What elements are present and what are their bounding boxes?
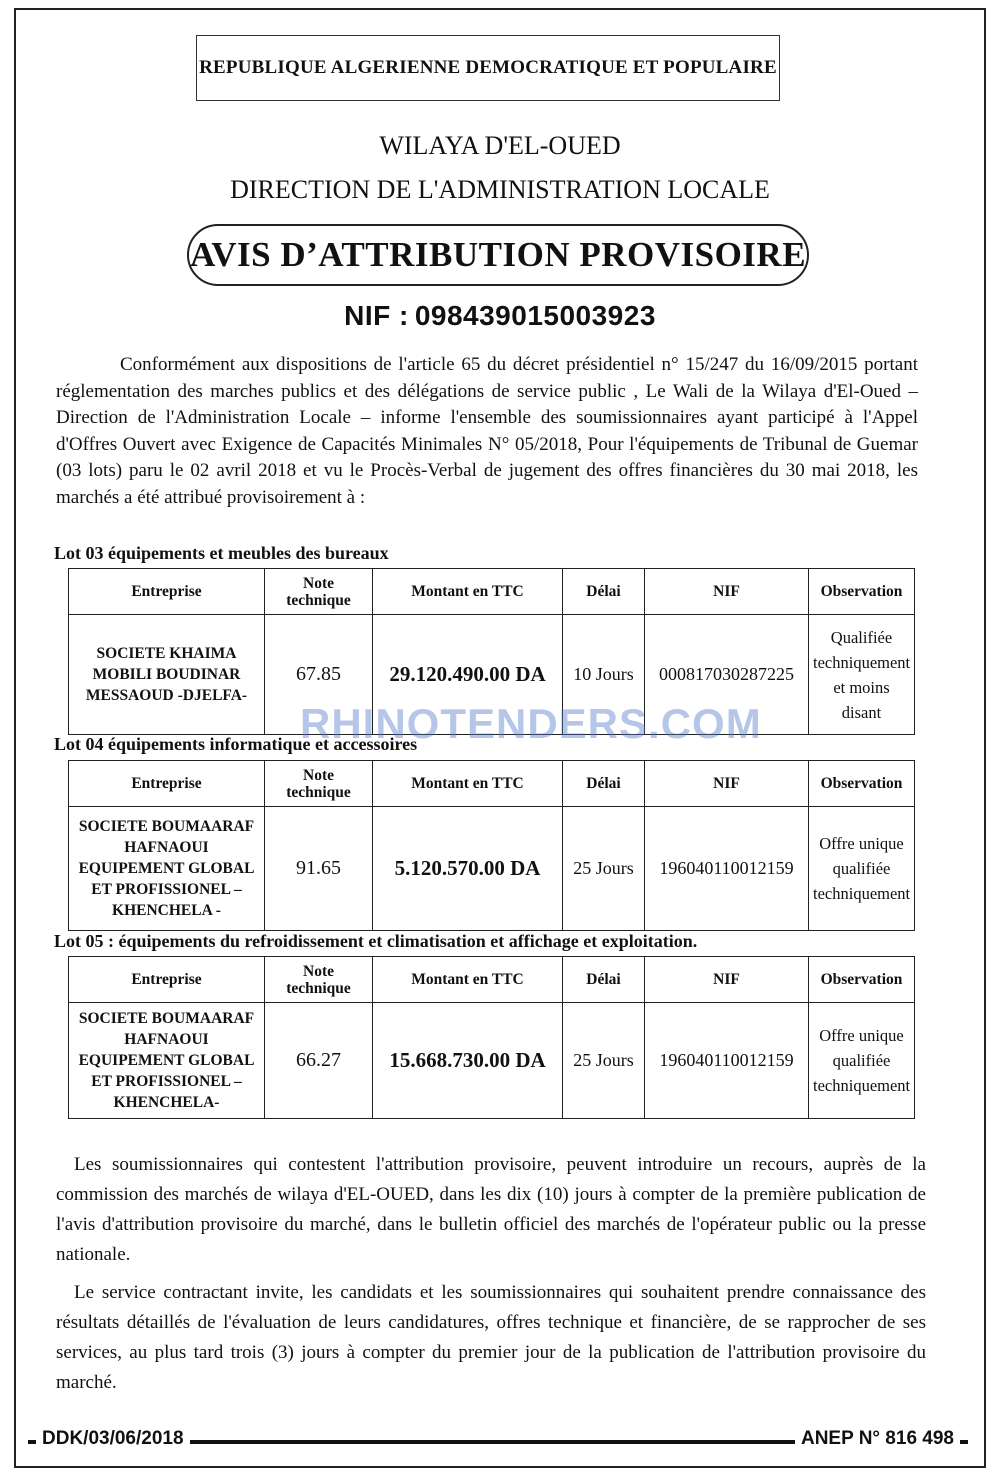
col-entreprise: Entreprise <box>69 957 265 1003</box>
nif-value: 098439015003923 <box>414 300 656 331</box>
watermark: RHINOTENDERS.COM <box>300 700 762 747</box>
intro-paragraph: Conformément aux dispositions de l'article 65 du décret présidentiel n° 15/247 du 16/09/2015 portant réglementation des marches publics et des délégations de service public , Le Wali de la Wilaya d'El-Oued – Direction de l'Administration Locale – informe l'ensemble des soumissionnaires ayant participé à l'Appel d'Offres Ouvert avec Exigence de Capacités Minimales N° 05/2018, Pour l'équipements de Tribunal de Guemar (03 lots) paru le 02 avril 2018 et vu le Procès-Verbal de jugement des offres financières du 30 mai 2018, les marchés a été attribué provisoirement à : <box>56 354 918 508</box>
col-delai: Délai <box>563 761 645 807</box>
cell-entreprise: SOCIETE KHAIMA MOBILI BOUDINAR MESSAOUD -DJELFA- <box>69 615 265 735</box>
service-paragraph: Le service contractant invite, les candidats et les soumissionnaires qui souhaitent prendre connaissance des résultats détaillés de l'évaluation de leurs candidatures, offres technique et financière, de se rapprocher de ses services, au plus tard trois (3) jours à compter du premier jour de la publication de l'attribution provisoire du marché. <box>56 1282 926 1393</box>
col-observation: Observation <box>809 569 915 615</box>
lot-title: Lot 03 équipements et meubles des bureaux <box>54 543 389 563</box>
cell-montant: 5.120.570.00 DA <box>373 807 563 931</box>
main-nif <box>0 300 1000 332</box>
cell-observation: Offre unique qualifiée techniquement <box>809 807 915 931</box>
cell-delai: 25 Jours <box>563 1003 645 1119</box>
cell-entreprise: SOCIETE BOUMAARAF HAFNAOUI EQUIPEMENT GLOBAL ET PROFISSIONEL – KHENCHELA- <box>69 1003 265 1119</box>
lot-05-table <box>68 956 915 1119</box>
direction-title: DIRECTION DE L'ADMINISTRATION LOCALE <box>230 175 770 204</box>
cell-montant: 29.120.490.00 DA <box>373 615 563 735</box>
nif-label: NIF : <box>344 300 409 331</box>
table-header-row <box>69 761 915 807</box>
cell-observation: Qualifiée techniquement et moins disant <box>809 615 915 735</box>
col-note: Note technique <box>265 569 373 615</box>
footer-reference: DDK/03/06/2018 <box>36 1428 190 1450</box>
col-note: Note technique <box>265 957 373 1003</box>
col-montant: Montant en TTC <box>373 761 563 807</box>
table-header-row <box>69 957 915 1003</box>
cell-delai: 25 Jours <box>563 807 645 931</box>
col-note: Note technique <box>265 761 373 807</box>
table-header-row <box>69 569 915 615</box>
cell-nif: 000817030287225 <box>645 615 809 735</box>
col-nif: NIF <box>645 761 809 807</box>
footer-anep-number: ANEP N° 816 498 <box>795 1428 960 1450</box>
col-delai: Délai <box>563 957 645 1003</box>
col-observation: Observation <box>809 957 915 1003</box>
col-nif: NIF <box>645 569 809 615</box>
cell-delai: 10 Jours <box>563 615 645 735</box>
republic-header: REPUBLIQUE ALGERIENNE DEMOCRATIQUE ET POPULAIRE <box>196 35 780 101</box>
recours-paragraph: Les soumissionnaires qui contestent l'attribution provisoire, peuvent introduire un recours, auprès de la commission des marchés de wilaya d'EL-OUED, dans les dix (10) jours à compter de la première publication de l'avis d'attribution provisoire du marché, dans le bulletin officiel des marchés de l'opérateur public ou la presse nationale. <box>56 1154 926 1265</box>
col-nif: NIF <box>645 957 809 1003</box>
col-entreprise: Entreprise <box>69 569 265 615</box>
table-row <box>69 1003 915 1119</box>
cell-note: 66.27 <box>265 1003 373 1119</box>
lot-04-table <box>68 760 915 931</box>
notice-title: AVIS D’ATTRIBUTION PROVISOIRE <box>187 224 809 286</box>
wilaya-title: WILAYA D'EL-OUED <box>379 131 621 160</box>
cell-montant: 15.668.730.00 DA <box>373 1003 563 1119</box>
cell-observation: Offre unique qualifiée techniquement <box>809 1003 915 1119</box>
cell-nif: 196040110012159 <box>645 807 809 931</box>
col-delai: Délai <box>563 569 645 615</box>
table-row <box>69 807 915 931</box>
col-entreprise: Entreprise <box>69 761 265 807</box>
cell-note: 67.85 <box>265 615 373 735</box>
col-observation: Observation <box>809 761 915 807</box>
col-montant: Montant en TTC <box>373 569 563 615</box>
cell-note: 91.65 <box>265 807 373 931</box>
cell-nif: 196040110012159 <box>645 1003 809 1119</box>
lot-title: Lot 04 équipements informatique et accessoires <box>54 734 418 754</box>
lot-title: Lot 05 : équipements du refroidissement et climatisation et affichage et exploitation. <box>54 931 698 951</box>
col-montant: Montant en TTC <box>373 957 563 1003</box>
cell-entreprise: SOCIETE BOUMAARAF HAFNAOUI EQUIPEMENT GLOBAL ET PROFISSIONEL – KHENCHELA - <box>69 807 265 931</box>
